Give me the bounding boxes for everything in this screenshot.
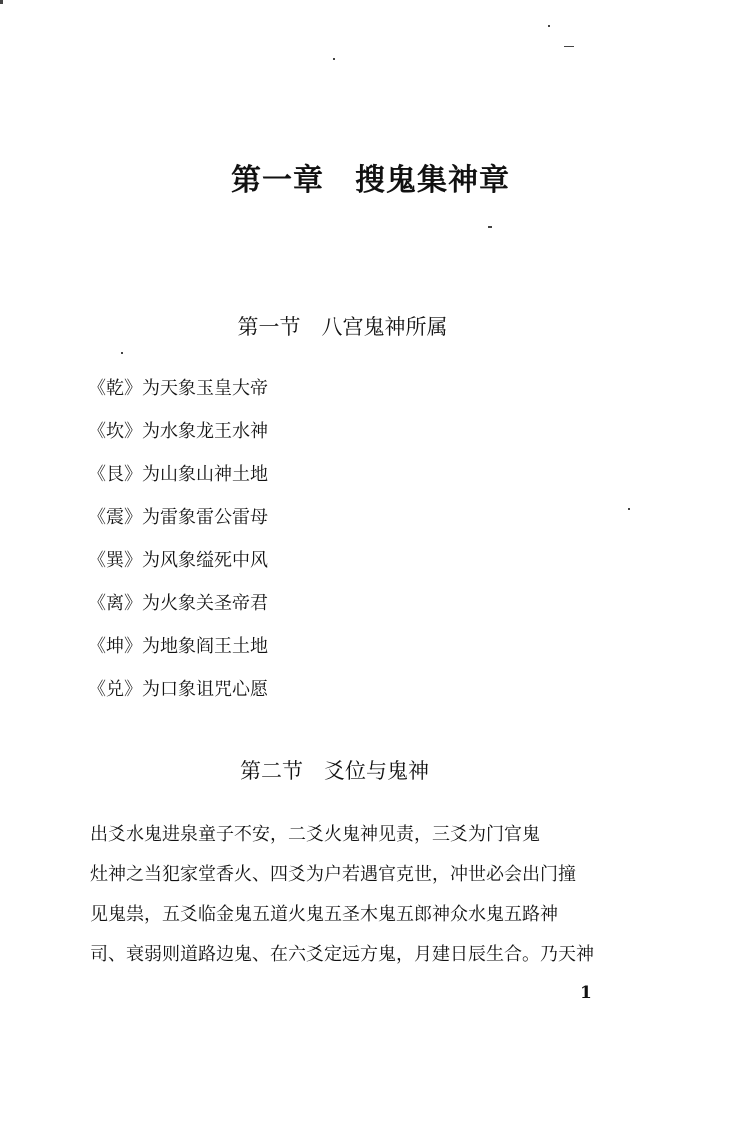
- list-item: 《乾》为天象玉皇大帝: [88, 378, 268, 399]
- list-item: 《巽》为风象缢死中风: [88, 550, 268, 571]
- paragraph-line: 灶神之当犯家堂香火、四爻为户若遇官克世，冲世必会出门撞: [90, 864, 576, 885]
- scan-speck: [488, 226, 492, 228]
- section-title-1: 第一节 八宫鬼神所属: [237, 315, 448, 339]
- body-paragraph: [90, 815, 630, 975]
- paragraph-line: 出爻水鬼进泉童子不安，二爻火鬼神见责，三爻为门官鬼: [90, 824, 540, 845]
- scan-speck: [564, 46, 574, 47]
- list-item: 《离》为火象关圣帝君: [88, 593, 268, 614]
- paragraph-line: 见鬼祟，五爻临金鬼五道火鬼五圣木鬼五郎神众水鬼五路神: [90, 904, 558, 925]
- scan-speck: [0, 0, 3, 4]
- list-item: 《兑》为口象诅咒心愿: [88, 679, 268, 700]
- list-item: 《震》为雷象雷公雷母: [88, 507, 268, 528]
- list-item: 《坎》为水象龙王水神: [88, 421, 268, 442]
- list-item: 《坤》为地象阎王土地: [88, 636, 268, 657]
- scan-speck: [628, 508, 630, 510]
- list-item: 《艮》为山象山神土地: [88, 464, 268, 485]
- chapter-title: 第一章 搜鬼集神章: [231, 163, 510, 198]
- scan-speck: [333, 58, 335, 60]
- scan-speck: [548, 25, 550, 27]
- trigram-list: [88, 367, 268, 711]
- page-number: 1: [580, 983, 592, 1003]
- scan-speck: [121, 352, 123, 354]
- section-title-2: 第二节 爻位与鬼神: [240, 759, 429, 783]
- paragraph-line: 司、衰弱则道路边鬼、在六爻定远方鬼，月建日辰生合。乃天神: [90, 944, 594, 965]
